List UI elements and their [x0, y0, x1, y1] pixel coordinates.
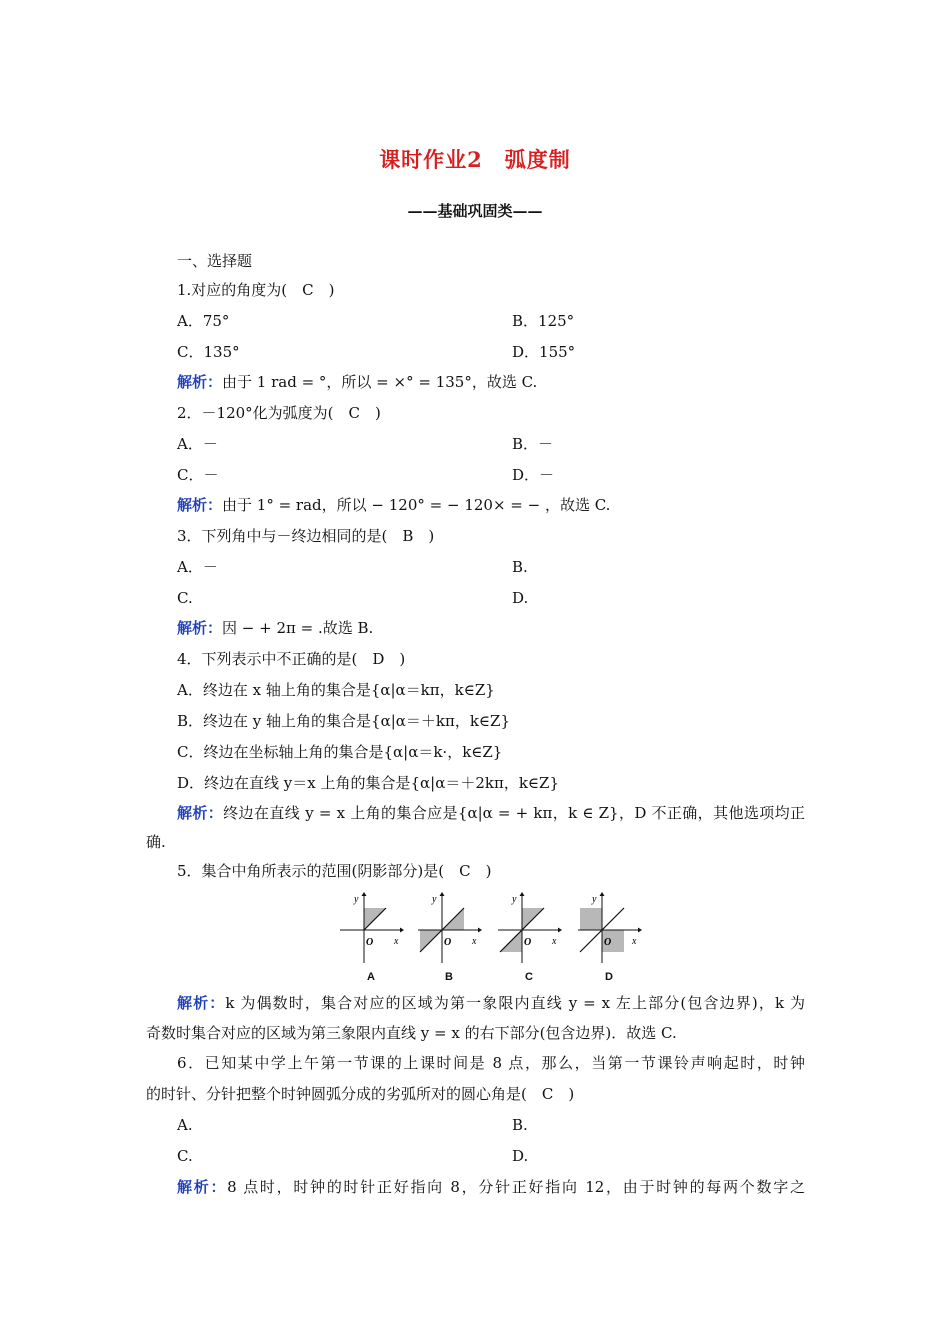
q2-option-c: C．－: [177, 466, 219, 484]
q1-option-a: A．75°: [177, 312, 230, 330]
analysis-label: 解析：: [177, 373, 223, 391]
q1-analysis: [177, 372, 537, 392]
q3-option-d: D.: [512, 589, 529, 607]
graph-b: [414, 888, 484, 983]
analysis-label: 解析：: [177, 1178, 228, 1196]
q3-analysis-text: 因 − + 2π = .故选 B.: [222, 619, 374, 637]
graph-c: [494, 888, 564, 983]
q5-analysis-text-1: k 为偶数时，集合对应的区域为第一象限内直线 y = x 左上部分(包含边界)，k 为: [225, 994, 805, 1012]
q2-analysis-text: 由于 1° = rad，所以 − 120° = − 120× = − ，故选 C.: [222, 496, 611, 514]
q4-option-d: D．终边在直线 y＝x 上角的集合是{α|α＝＋2kπ，k∈Z}: [177, 774, 560, 792]
analysis-label: 解析：: [177, 496, 223, 514]
q5-analysis-text-2: 奇数时集合对应的区域为第三象限内直线 y = x 的右下部分(包含边界)．故选 C.: [146, 1024, 677, 1042]
graph-c-y-label: y: [512, 894, 517, 905]
section-heading: 一、选择题: [177, 252, 253, 270]
q1-option-d: D．155°: [512, 343, 576, 361]
q5-analysis: [177, 993, 805, 1013]
graph-d-y-label: y: [592, 894, 597, 905]
q3-analysis: [177, 618, 373, 638]
q2-option-b: B．－: [512, 435, 554, 453]
graph-d-x-label: x: [632, 936, 637, 947]
q1-option-c: C．135°: [177, 343, 240, 361]
q4-option-a: A．终边在 x 轴上角的集合是{α|α＝kπ，k∈Z}: [177, 681, 495, 699]
q6-option-a: A.: [177, 1116, 193, 1134]
analysis-label: 解析：: [177, 994, 226, 1012]
q4-analysis: [177, 803, 805, 823]
graph-a-plot: [336, 888, 406, 968]
graph-a-label: A: [367, 971, 375, 983]
graph-d-plot: [574, 888, 644, 968]
graph-a-origin: O: [366, 937, 374, 948]
graph-d-origin: O: [604, 937, 612, 948]
q6-stem-1: 6．已知某中学上午第一节课的上课时间是 8 点，那么，当第一节课铃声响起时，时钟: [177, 1054, 805, 1072]
q5-option-graphs: [336, 888, 646, 988]
q4-stem: 4．下列表示中不正确的是( D ): [177, 650, 406, 668]
section-subtitle: ——基础巩固类——: [407, 202, 543, 220]
page-title: 课时作业2 弧度制: [379, 147, 571, 172]
analysis-label: 解析：: [177, 804, 224, 822]
q1-analysis-text: 由于 1 rad = °，所以 = ×° = 135°，故选 C.: [222, 373, 538, 391]
graph-d-label: D: [605, 971, 613, 983]
graph-d: [574, 888, 644, 983]
q6-option-b: B.: [512, 1116, 528, 1134]
graph-c-x-label: x: [552, 936, 557, 947]
q1-stem: 1.对应的角度为( C ): [177, 281, 335, 299]
graph-d-shade-q2: [580, 908, 602, 930]
q6-analysis: [177, 1177, 805, 1197]
q3-option-b: B.: [512, 558, 528, 576]
graph-b-y-label: y: [432, 894, 437, 905]
graph-a-x-label: x: [394, 936, 399, 947]
q6-option-d: D.: [512, 1147, 529, 1165]
graph-c-label: C: [525, 971, 533, 983]
q4-option-c: C．终边在坐标轴上角的集合是{α|α＝k·，k∈Z}: [177, 743, 503, 761]
q2-option-a: A．－: [177, 435, 218, 453]
q2-stem: 2．－120°化为弧度为( C ): [177, 404, 381, 422]
q6-stem-2: 的时针、分针把整个时钟圆弧分成的劣弧所对的圆心角是( C ): [146, 1085, 575, 1103]
q4-analysis-text-2: 确.: [146, 833, 166, 851]
graph-a-y-label: y: [354, 894, 359, 905]
q3-stem: 3．下列角中与－终边相同的是( B ): [177, 527, 435, 545]
q6-analysis-text: 8 点时，时钟的时针正好指向 8，分针正好指向 12，由于时钟的每两个数字之: [227, 1178, 805, 1196]
q5-stem: 5．集合中角所表示的范围(阴影部分)是( C ): [177, 862, 492, 880]
graph-b-plot: [414, 888, 484, 968]
graph-c-plot: [494, 888, 564, 968]
q2-option-d: D．－: [512, 466, 555, 484]
q6-option-c: C.: [177, 1147, 193, 1165]
q4-analysis-text-1: 终边在直线 y = x 上角的集合应是{α|α = + kπ，k ∈ Z}，D 不正确，其他选项均正: [223, 804, 805, 822]
q3-option-a: A．－: [177, 558, 218, 576]
graph-a: [336, 888, 406, 983]
graph-b-origin: O: [444, 937, 452, 948]
graph-b-x-label: x: [472, 936, 477, 947]
graph-b-label: B: [445, 971, 453, 983]
q1-option-b: B．125°: [512, 312, 575, 330]
q4-option-b: B．终边在 y 轴上角的集合是{α|α＝＋kπ，k∈Z}: [177, 712, 510, 730]
q3-option-c: C.: [177, 589, 193, 607]
analysis-label: 解析：: [177, 619, 223, 637]
q2-analysis: [177, 495, 610, 515]
graph-c-origin: O: [524, 937, 532, 948]
